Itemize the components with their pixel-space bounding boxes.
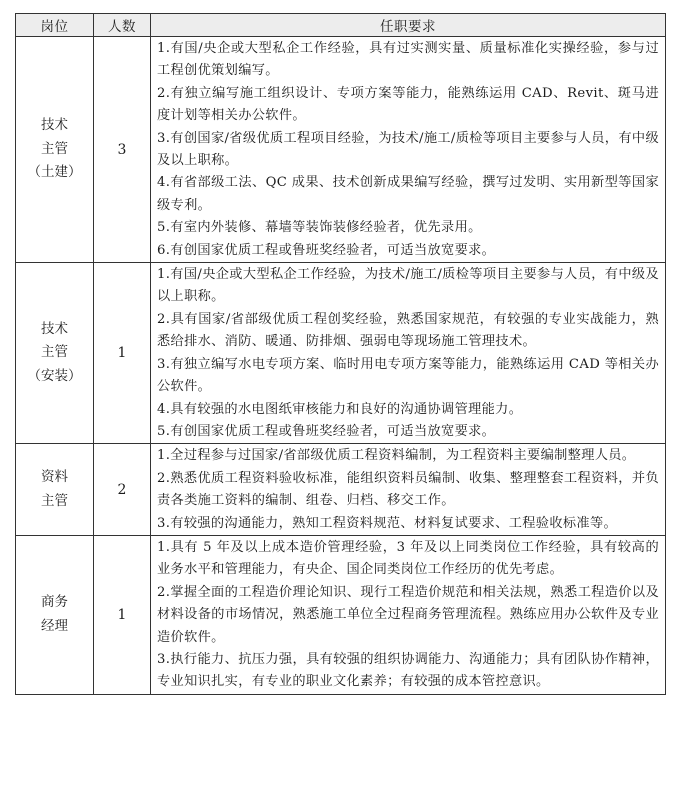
table-header-row	[16, 14, 666, 37]
requirement-item: 1.有国/央企或大型私企工作经验，具有过实测实量、质量标准化实操经验，参与过工程创优策划编写。	[157, 41, 659, 79]
requirement-item: 3.有创国家/省级优质工程项目经验，为技术/施工/质检等项目主要参与人员，有中级及以上职称。	[157, 130, 659, 169]
requirement-item: 2.有独立编写施工组织设计、专项方案等能力，能熟练运用 CAD、Revit、斑马进度计划等相关办公软件。	[157, 85, 659, 124]
requirement-item: 4.有省部级工法、QC 成果、技术创新成果编写经验，撰写过发明、实用新型等国家级专利。	[157, 175, 659, 213]
requirements-cell	[151, 263, 666, 444]
requirement-item: 2.具有国家/省部级优质工程创奖经验，熟悉国家规范，有较强的专业实战能力，熟悉给排水、消防、暖通、防排烟、强弱电等现场施工管理技术。	[157, 311, 659, 350]
position-cell: 技术 主管 （安装）	[16, 263, 94, 444]
requirements-cell	[151, 37, 666, 263]
requirement-item: 1.有国/央企或大型私企工作经验，为技术/施工/质检等项目主要参与人员，有中级及以上职称。	[157, 267, 659, 305]
requirement-item: 2.熟悉优质工程资料验收标准，能组织资料员编制、收集、整理整套工程资料，并负责各类施工资料的编制、组卷、归档、移交工作。	[157, 470, 659, 509]
count-cell: 1	[94, 263, 151, 444]
position-cell: 资料 主管	[16, 444, 94, 536]
header-position: 岗位	[16, 14, 94, 37]
requirement-item: 1.具有 5 年及以上成本造价管理经验，3 年及以上同类岗位工作经验，具有较高的业务水平和管理能力，有央企、国企同类岗位工作经历的优先考虑。	[157, 539, 659, 578]
requirements-cell	[151, 444, 666, 536]
header-requirements: 任职要求	[151, 14, 666, 37]
table-row	[16, 263, 666, 444]
table-row	[16, 535, 666, 694]
requirement-item: 3.有独立编写水电专项方案、临时用电专项方案等能力，能熟练运用 CAD 等相关办公软件。	[157, 356, 659, 395]
count-cell: 2	[94, 444, 151, 536]
table-row	[16, 37, 666, 263]
job-requirements-table	[15, 13, 666, 695]
table-row	[16, 444, 666, 536]
position-cell: 商务 经理	[16, 535, 94, 694]
requirement-item: 6.有创国家优质工程或鲁班奖经验者，可适当放宽要求。	[157, 242, 496, 258]
requirement-item: 5.有室内外装修、幕墙等装饰装修经验者，优先录用。	[157, 220, 482, 236]
requirement-item: 3.执行能力、抗压力强，具有较强的组织协调能力、沟通能力；具有团队协作精神，专业知识扎实，有专业的职业文化素养；有较强的成本管控意识。	[157, 651, 659, 690]
count-cell: 1	[94, 535, 151, 694]
requirement-item: 2.掌握全面的工程造价理论知识、现行工程造价规范和相关法规，熟悉工程造价以及材料设备的市场情况，熟悉施工单位全过程商务管理流程。熟练应用办公软件及专业造价软件。	[157, 584, 659, 645]
requirement-item: 3.有较强的沟通能力，熟知工程资料规范、材料复试要求、工程验收标准等。	[157, 515, 618, 531]
requirement-item: 5.有创国家优质工程或鲁班奖经验者，可适当放宽要求。	[157, 423, 496, 439]
header-count: 人数	[94, 14, 151, 37]
requirement-item: 4.具有较强的水电图纸审核能力和良好的沟通协调管理能力。	[157, 401, 523, 417]
requirements-cell	[151, 535, 666, 694]
requirement-item: 1.全过程参与过国家/省部级优质工程资料编制，为工程资料主要编制整理人员。	[157, 448, 636, 464]
position-cell: 技术 主管 （土建）	[16, 37, 94, 263]
count-cell: 3	[94, 37, 151, 263]
